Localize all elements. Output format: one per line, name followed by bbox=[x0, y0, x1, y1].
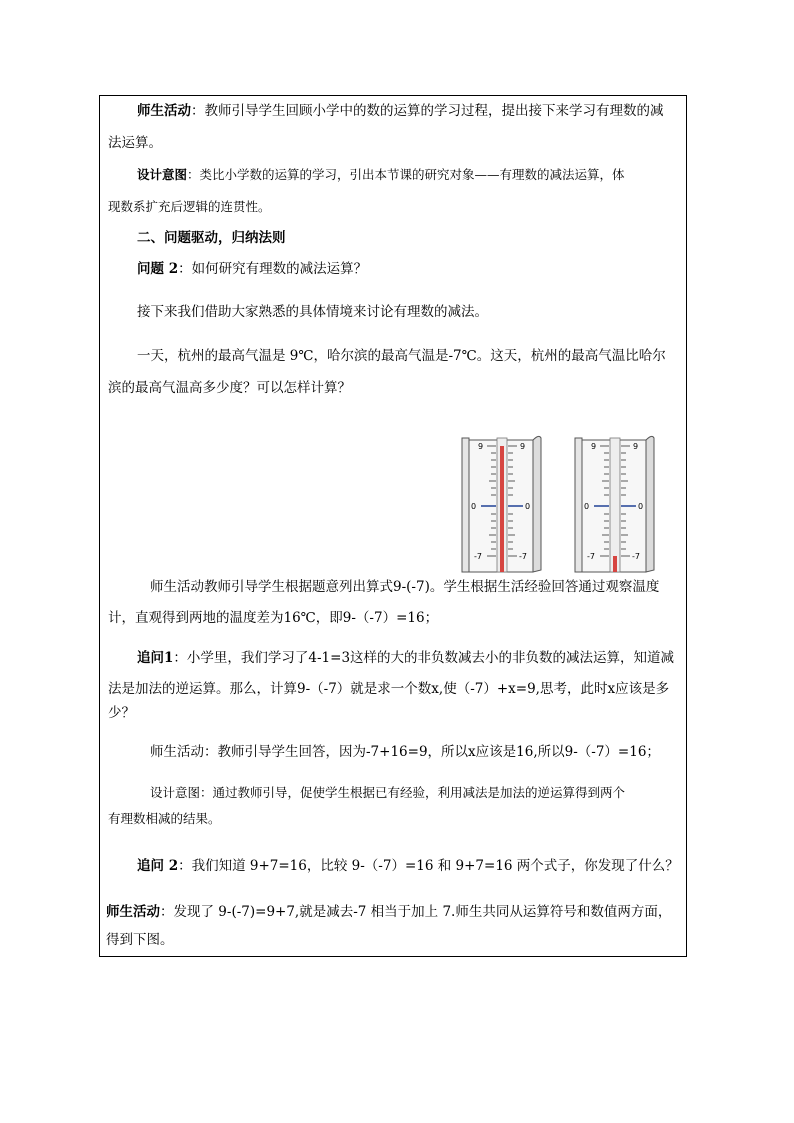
paragraph-intro-situation: 接下来我们借助大家熟悉的具体情境来讨论有理数的减法。 bbox=[137, 304, 488, 320]
tick-label-top-left: 9 bbox=[591, 442, 597, 451]
follow-up-question-1-line2: 法是加法的逆运算。那么，计算9-（-7）就是求一个数x,使（-7）+x=9,思考，此时x应该是多 bbox=[108, 681, 670, 697]
follow-up-question-1-line3: 少？ bbox=[108, 705, 135, 721]
question-2: 问题 2：如何研究有理数的减法运算？ bbox=[137, 261, 368, 277]
paragraph-teacher-activity-1-line2: 法运算。 bbox=[108, 135, 162, 151]
paragraph-design-intent-1-line1: 设计意图：类比小学数的运算的学习，引出本节课的研究对象——有理数的减法运算，体 bbox=[137, 167, 625, 182]
label-teacher-activity: 师生活动 bbox=[137, 103, 191, 119]
tick-label-zero-left: 0 bbox=[584, 502, 590, 511]
tick-label-bottom-right: -7 bbox=[632, 552, 640, 561]
paragraph-teacher-activity-3: 师生活动：教师引导学生回答，因为-7+16=9，所以x应该是16,所以9-（-7）=16； bbox=[150, 744, 660, 760]
label-teacher-activity-4: 师生活动 bbox=[106, 904, 160, 920]
paragraph-teacher-activity-2-line2: 计，直观得到两地的温度差为16℃，即9-（-7）=16； bbox=[108, 610, 439, 626]
thermometer-harbin bbox=[572, 432, 656, 574]
label-question-2: 问题 2 bbox=[137, 261, 179, 277]
paragraph-teacher-activity-2-line1: 师生活动教师引导学生根据题意列出算式9-(-7)。学生根据生活经验回答通过观察温度 bbox=[150, 579, 660, 595]
label-design-intent-2: 设计意图 bbox=[150, 785, 201, 800]
label-follow-up-1: 追问1 bbox=[137, 650, 174, 666]
paragraph-teacher-activity-4-line1: 师生活动：发现了 9-(-7)=9+7,就是减去-7 相当于加上 7.师生共同从运算符号和数值两方面， bbox=[106, 904, 672, 920]
thermometer-hangzhou bbox=[459, 432, 543, 574]
tick-label-zero-right: 0 bbox=[525, 502, 531, 511]
tick-label-top-right: 9 bbox=[520, 442, 526, 451]
paragraph-design-intent-1-line2: 现数系扩充后逻辑的连贯性。 bbox=[108, 199, 271, 214]
section-heading: 二、问题驱动，归纳法则 bbox=[137, 230, 286, 246]
follow-up-question-1-line1: 追问1：小学里，我们学习了4-1=3这样的大的非负数减去小的非负数的减法运算，知道减 bbox=[137, 650, 675, 666]
paragraph-teacher-activity-1-line1: 师生活动：教师引导学生回顾小学中的数的运算的学习过程，提出接下来学习有理数的减 bbox=[137, 103, 664, 119]
paragraph-temperature-problem-line1: 一天，杭州的最高气温是 9℃，哈尔滨的最高气温是-7℃。这天，杭州的最高气温比哈尔 bbox=[137, 348, 666, 364]
paragraph-design-intent-2-line2: 有理数相减的结果。 bbox=[108, 811, 221, 826]
paragraph-teacher-activity-4-line2: 得到下图。 bbox=[106, 932, 174, 948]
tick-label-bottom-left: -7 bbox=[587, 552, 595, 561]
label-design-intent: 设计意图 bbox=[137, 167, 188, 182]
paragraph-temperature-problem-line2: 滨的最高气温高多少度？可以怎样计算？ bbox=[108, 380, 351, 396]
follow-up-question-2: 追问 2：我们知道 9+7=16，比较 9-（-7）=16 和 9+7=16 两个式子，你发现了什么？ bbox=[137, 858, 679, 874]
tick-label-bottom-right: -7 bbox=[519, 552, 527, 561]
tick-label-top-left: 9 bbox=[478, 442, 484, 451]
label-follow-up-2: 追问 2 bbox=[137, 858, 179, 874]
tick-label-zero-right: 0 bbox=[638, 502, 644, 511]
tick-label-zero-left: 0 bbox=[471, 502, 477, 511]
tick-label-top-right: 9 bbox=[633, 442, 639, 451]
tick-label-bottom-left: -7 bbox=[474, 552, 482, 561]
paragraph-design-intent-2-line1: 设计意图：通过教师引导，促使学生根据已有经验，利用减法是加法的逆运算得到两个 bbox=[150, 785, 626, 800]
